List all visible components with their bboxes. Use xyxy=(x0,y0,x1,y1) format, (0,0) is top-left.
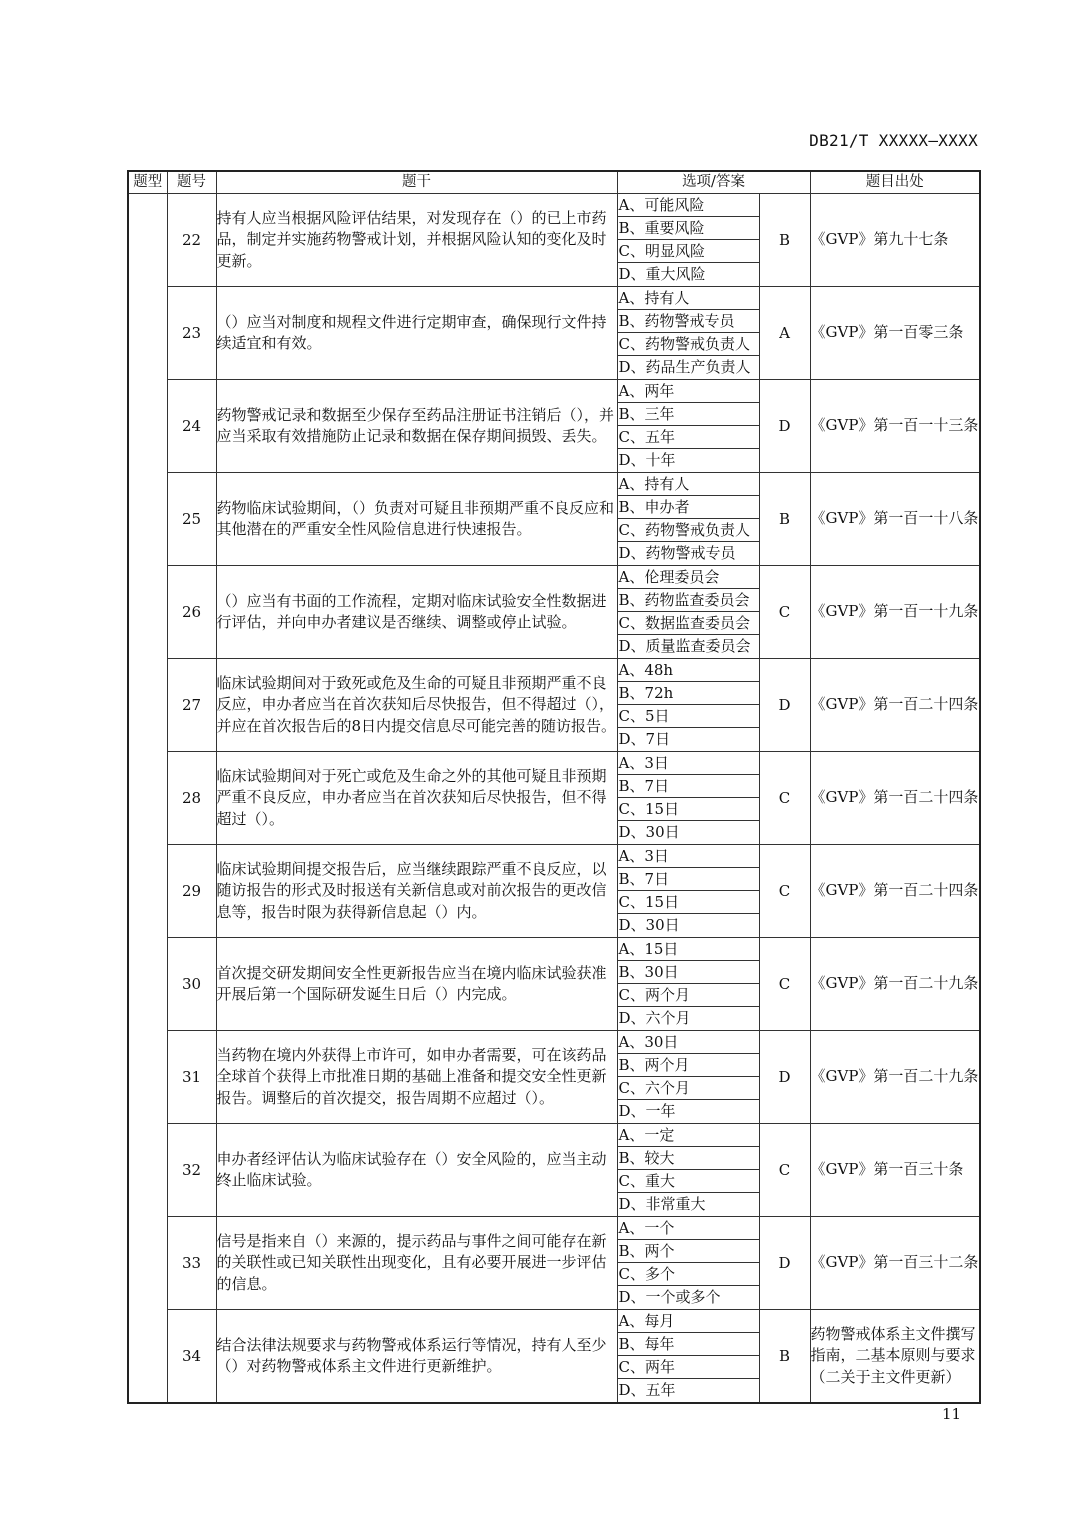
answer: B xyxy=(759,194,810,287)
option-item: A、持有人 xyxy=(618,473,759,496)
question-stem: （）应当对制度和规程文件进行定期审查，确保现行文件持续适宜和有效。 xyxy=(216,287,617,380)
option-item: D、重大风险 xyxy=(618,265,706,283)
option-item: A、3日 xyxy=(618,752,759,775)
question-number: 26 xyxy=(167,566,216,659)
question-source: 《GVP》第一百二十四条 xyxy=(810,659,980,752)
question-number: 22 xyxy=(167,194,216,287)
option-item: C、五年 xyxy=(618,426,759,449)
options-list xyxy=(617,938,759,1031)
table-row xyxy=(128,1217,980,1310)
options-list xyxy=(617,845,759,938)
table-row xyxy=(128,473,980,566)
table-row xyxy=(128,659,980,752)
question-number: 27 xyxy=(167,659,216,752)
options-list xyxy=(617,380,759,473)
options-list xyxy=(617,1217,759,1310)
options-list xyxy=(617,194,759,287)
option-item: B、7日 xyxy=(618,775,759,798)
options-list xyxy=(617,566,759,659)
table-row xyxy=(128,287,980,380)
option-item: D、五年 xyxy=(618,1381,676,1399)
question-stem: 首次提交研发期间安全性更新报告应当在境内临床试验获准开展后第一个国际研发诞生日后（）内完成。 xyxy=(216,938,617,1031)
page-number: 11 xyxy=(942,1405,962,1423)
question-type-cell xyxy=(128,194,167,1404)
question-source: 《GVP》第一百一十三条 xyxy=(810,380,980,473)
option-item: C、药物警戒负责人 xyxy=(618,333,759,356)
option-item: B、72h xyxy=(618,682,759,705)
question-source: 《GVP》第一百二十四条 xyxy=(810,752,980,845)
answer: C xyxy=(759,566,810,659)
table-row xyxy=(128,566,980,659)
table-row xyxy=(128,1031,980,1124)
answer: C xyxy=(759,938,810,1031)
option-item: B、较大 xyxy=(618,1147,759,1170)
option-item: D、30日 xyxy=(618,916,680,934)
options-list xyxy=(617,659,759,752)
option-item: D、非常重大 xyxy=(618,1195,706,1213)
question-source: 《GVP》第一百二十九条 xyxy=(810,938,980,1031)
table-row xyxy=(128,380,980,473)
option-item: C、15日 xyxy=(618,891,759,914)
option-item: C、重大 xyxy=(618,1170,759,1193)
option-item: D、质量监查委员会 xyxy=(618,637,751,655)
question-source: 《GVP》第一百三十二条 xyxy=(810,1217,980,1310)
question-source: 药物警戒体系主文件撰写指南，二基本原则与要求（二关于主文件更新） xyxy=(810,1310,980,1404)
option-item: C、药物警戒负责人 xyxy=(618,519,759,542)
option-item: A、3日 xyxy=(618,845,759,868)
option-item: C、5日 xyxy=(618,705,759,728)
option-item: C、明显风险 xyxy=(618,240,759,263)
question-source: 《GVP》第一百一十九条 xyxy=(810,566,980,659)
option-item: A、持有人 xyxy=(618,287,759,310)
option-item: B、两个月 xyxy=(618,1054,759,1077)
option-item: D、一年 xyxy=(618,1102,676,1120)
question-number: 32 xyxy=(167,1124,216,1217)
question-stem: 信号是指来自（）来源的，提示药品与事件之间可能存在新的关联性或已知关联性出现变化，且有必要开展进一步评估的信息。 xyxy=(216,1217,617,1310)
table-row xyxy=(128,938,980,1031)
question-source: 《GVP》第九十七条 xyxy=(810,194,980,287)
option-item: B、申办者 xyxy=(618,496,759,519)
question-stem: 临床试验期间提交报告后，应当继续跟踪严重不良反应，以随访报告的形式及时报送有关新信息或对前次报告的更改信息等，报告时限为获得新信息起（）内。 xyxy=(216,845,617,938)
answer: C xyxy=(759,752,810,845)
option-item: C、多个 xyxy=(618,1263,759,1286)
question-stem: 结合法律法规要求与药物警戒体系运行等情况，持有人至少（）对药物警戒体系主文件进行更新维护。 xyxy=(216,1310,617,1404)
answer: C xyxy=(759,845,810,938)
question-number: 28 xyxy=(167,752,216,845)
table-row xyxy=(128,1310,980,1404)
question-number: 29 xyxy=(167,845,216,938)
options-list xyxy=(617,752,759,845)
option-item: B、每年 xyxy=(618,1333,759,1356)
option-item: A、48h xyxy=(618,659,759,682)
document-code: DB21/T XXXXX—XXXX xyxy=(809,131,978,150)
options-list xyxy=(617,1031,759,1124)
question-source: 《GVP》第一百二十四条 xyxy=(810,845,980,938)
answer: D xyxy=(759,1217,810,1310)
question-stem: 药物警戒记录和数据至少保存至药品注册证书注销后（），并应当采取有效措施防止记录和数据在保存期间损毁、丢失。 xyxy=(216,380,617,473)
question-source: 《GVP》第一百一十八条 xyxy=(810,473,980,566)
option-item: C、15日 xyxy=(618,798,759,821)
option-item: A、30日 xyxy=(618,1031,759,1054)
option-item: D、药物警戒专员 xyxy=(618,544,736,562)
option-item: B、重要风险 xyxy=(618,217,759,240)
table-row xyxy=(128,1124,980,1217)
option-item: B、7日 xyxy=(618,868,759,891)
question-table xyxy=(127,170,981,1404)
answer: A xyxy=(759,287,810,380)
option-item: A、可能风险 xyxy=(618,194,759,217)
question-source: 《GVP》第一百零三条 xyxy=(810,287,980,380)
header-number: 题号 xyxy=(167,171,216,194)
answer: B xyxy=(759,1310,810,1404)
table-row xyxy=(128,845,980,938)
header-source: 题目出处 xyxy=(810,171,980,194)
question-number: 33 xyxy=(167,1217,216,1310)
table-header-row xyxy=(128,171,980,194)
option-item: B、三年 xyxy=(618,403,759,426)
option-item: D、六个月 xyxy=(618,1009,691,1027)
option-item: B、30日 xyxy=(618,961,759,984)
question-stem: 药物临床试验期间，（）负责对可疑且非预期严重不良反应和其他潜在的严重安全性风险信息进行快速报告。 xyxy=(216,473,617,566)
option-item: A、每月 xyxy=(618,1310,759,1333)
header-stem: 题干 xyxy=(216,171,617,194)
question-stem: 临床试验期间对于致死或危及生命的可疑且非预期严重不良反应，申办者应当在首次获知后尽快报告，但不得超过（），并应在首次报告后的8日内提交信息尽可能完善的随访报告。 xyxy=(216,659,617,752)
option-item: A、两年 xyxy=(618,380,759,403)
question-stem: 当药物在境内外获得上市许可，如申办者需要，可在该药品全球首个获得上市批准日期的基础上准备和提交安全性更新报告。调整后的首次提交，报告周期不应超过（）。 xyxy=(216,1031,617,1124)
question-number: 23 xyxy=(167,287,216,380)
option-item: B、药物警戒专员 xyxy=(618,310,759,333)
answer: D xyxy=(759,1031,810,1124)
option-item: D、十年 xyxy=(618,451,676,469)
option-item: B、两个 xyxy=(618,1240,759,1263)
question-number: 25 xyxy=(167,473,216,566)
answer: D xyxy=(759,380,810,473)
option-item: A、伦理委员会 xyxy=(618,566,759,589)
question-number: 31 xyxy=(167,1031,216,1124)
option-item: D、药品生产负责人 xyxy=(618,358,751,376)
option-item: B、药物监查委员会 xyxy=(618,589,759,612)
question-number: 24 xyxy=(167,380,216,473)
option-item: D、30日 xyxy=(618,823,680,841)
answer: C xyxy=(759,1124,810,1217)
table-row xyxy=(128,194,980,287)
option-item: A、15日 xyxy=(618,938,759,961)
header-type: 题型 xyxy=(128,171,167,194)
question-source: 《GVP》第一百三十条 xyxy=(810,1124,980,1217)
question-source: 《GVP》第一百二十九条 xyxy=(810,1031,980,1124)
option-item: A、一定 xyxy=(618,1124,759,1147)
options-list xyxy=(617,287,759,380)
options-list xyxy=(617,473,759,566)
option-item: A、一个 xyxy=(618,1217,759,1240)
option-item: C、两个月 xyxy=(618,984,759,1007)
options-list xyxy=(617,1310,759,1404)
option-item: C、数据监查委员会 xyxy=(618,612,759,635)
answer: D xyxy=(759,659,810,752)
option-item: C、六个月 xyxy=(618,1077,759,1100)
header-options: 选项/答案 xyxy=(617,171,810,194)
question-stem: （）应当有书面的工作流程，定期对临床试验安全性数据进行评估，并向申办者建议是否继续、调整或停止试验。 xyxy=(216,566,617,659)
options-list xyxy=(617,1124,759,1217)
answer: B xyxy=(759,473,810,566)
question-stem: 临床试验期间对于死亡或危及生命之外的其他可疑且非预期严重不良反应，申办者应当在首次获知后尽快报告，但不得超过（）。 xyxy=(216,752,617,845)
table-row xyxy=(128,752,980,845)
option-item: C、两年 xyxy=(618,1356,759,1379)
question-number: 30 xyxy=(167,938,216,1031)
option-item: D、一个或多个 xyxy=(618,1288,721,1306)
question-stem: 申办者经评估认为临床试验存在（）安全风险的，应当主动终止临床试验。 xyxy=(216,1124,617,1217)
option-item: D、7日 xyxy=(618,730,671,748)
question-number: 34 xyxy=(167,1310,216,1404)
question-stem: 持有人应当根据风险评估结果，对发现存在（）的已上市药品，制定并实施药物警戒计划，并根据风险认知的变化及时更新。 xyxy=(216,194,617,287)
